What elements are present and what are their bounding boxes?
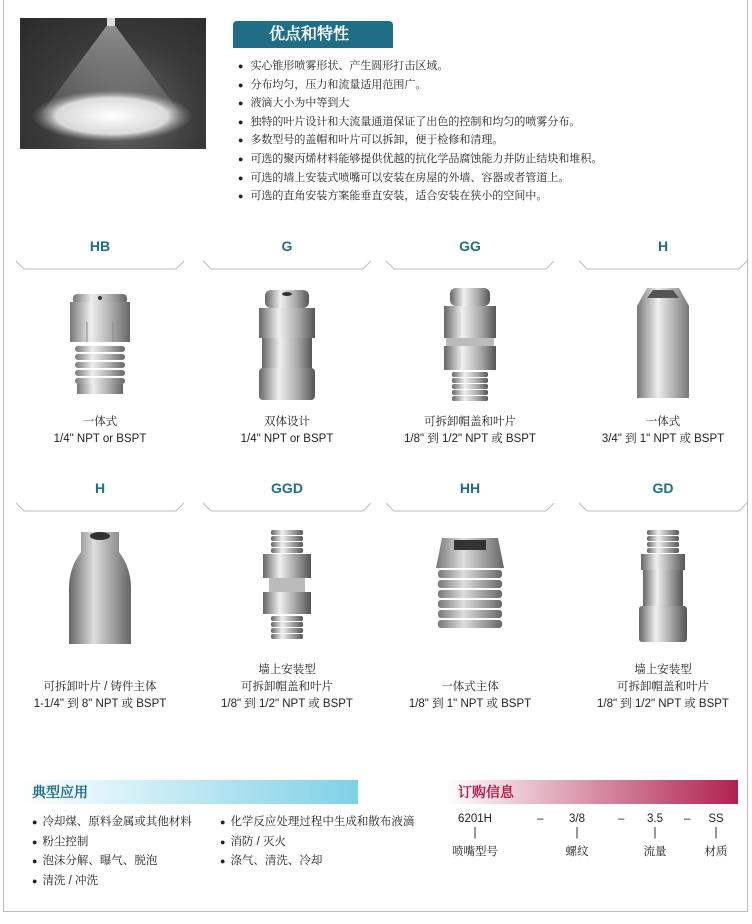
order-code-label: 流量 xyxy=(643,846,667,858)
product-description-line: 1/8" 到 1/2" NPT 或 BSPT xyxy=(597,698,729,710)
order-code-part xyxy=(542,813,612,859)
product-description-line: 可拆卸帽盖和叶片 xyxy=(424,416,516,428)
order-code-label: 螺纹 xyxy=(565,846,589,858)
product-description-line: 1/8" 到 1/2" NPT 或 BSPT xyxy=(404,433,536,445)
divider xyxy=(386,501,554,513)
nozzle-image xyxy=(378,286,562,406)
ordering-heading: 订购信息 xyxy=(446,780,738,804)
application-item: ● 消防 / 灭火 xyxy=(220,833,414,853)
application-item: ● 泡沫分解、曝气、脱泡 xyxy=(32,852,192,872)
feature-item: ● 液滴大小为中等到大 xyxy=(238,94,602,113)
product-name: H xyxy=(657,238,669,254)
product-description-line: 一体式 xyxy=(82,416,118,428)
product-card xyxy=(8,480,192,713)
product-description-line: 1-1/4" 到 8" NPT 或 BSPT xyxy=(33,698,167,710)
application-item: ● 清洗 / 冲洗 xyxy=(32,872,192,892)
order-code-separator: – xyxy=(618,813,625,825)
features-list xyxy=(238,57,602,206)
product-description xyxy=(195,414,379,448)
order-code-value: 6201H xyxy=(458,813,492,825)
order-code-value: SS xyxy=(708,813,724,825)
nozzle-image xyxy=(8,286,192,406)
product-description-line: 1/8" 到 1" NPT 或 BSPT xyxy=(408,698,532,710)
product-description-line: 1/8" 到 1/2" NPT 或 BSPT xyxy=(221,698,353,710)
application-item: ● 粉尘控制 xyxy=(32,833,192,853)
divider xyxy=(16,501,184,513)
product-card xyxy=(195,238,379,448)
product-name: GGD xyxy=(271,480,303,496)
product-name: HB xyxy=(89,238,111,254)
feature-item: ● 可选的直角安装方案能垂直安装，适合安装在狭小的空间中。 xyxy=(238,187,602,206)
order-code-part xyxy=(681,813,751,859)
product-card xyxy=(571,480,752,713)
product-description-line: 墙上安装型 xyxy=(634,664,692,676)
application-item: ● 涤气、清洗、冷却 xyxy=(220,852,414,872)
product-description xyxy=(8,679,192,713)
order-code-separator: – xyxy=(684,813,691,825)
feature-item: ● 可选的墙上安装式喷嘴可以安装在房屋的外墙、容器或者管道上。 xyxy=(238,169,602,188)
product-description-line: 3/4" 到 1" NPT 或 BSPT xyxy=(601,433,725,445)
order-code-label: 材质 xyxy=(704,846,728,858)
features-heading: 优点和特性 xyxy=(233,21,393,48)
divider xyxy=(386,259,554,271)
product-description-line: 可拆卸叶片 / 铸件主体 xyxy=(43,681,157,693)
applications-list-2 xyxy=(220,813,414,872)
nozzle-image xyxy=(571,528,752,648)
application-item: ● 化学反应处理过程中生成和散布液滴 xyxy=(220,813,414,833)
product-description-line: 1/4" NPT or BSPT xyxy=(240,433,334,445)
product-description xyxy=(571,414,752,448)
order-code-value: 3/8 xyxy=(569,813,585,825)
product-description-line: 双体设计 xyxy=(264,416,310,428)
product-name: GG xyxy=(459,238,481,254)
nozzle-image xyxy=(195,286,379,406)
divider xyxy=(203,501,371,513)
order-code-label: 喷嘴型号 xyxy=(452,846,498,858)
applications-list-1 xyxy=(32,813,192,891)
product-description xyxy=(195,662,379,713)
product-description-line: 可拆卸帽盖和叶片 xyxy=(241,681,333,693)
product-card xyxy=(378,480,562,713)
spray-pattern-photo xyxy=(20,18,206,149)
divider xyxy=(203,259,371,271)
product-description-line: 一体式主体 xyxy=(441,681,499,693)
order-code-part xyxy=(620,813,690,859)
nozzle-image xyxy=(571,286,752,406)
product-description-line: 1/4" NPT or BSPT xyxy=(53,433,147,445)
product-card xyxy=(571,238,752,448)
feature-item: ● 实心锥形喷雾形状、产生圆形打击区域。 xyxy=(238,57,602,76)
divider xyxy=(579,501,747,513)
product-name: G xyxy=(281,238,293,254)
nozzle-image xyxy=(8,528,192,648)
product-card xyxy=(378,238,562,448)
product-name: GD xyxy=(652,480,674,496)
order-code-tick: | xyxy=(473,827,477,839)
product-name: HH xyxy=(459,480,481,496)
feature-item: ● 分布均匀，压力和流量适用范围广。 xyxy=(238,76,602,95)
order-code-separator: – xyxy=(537,813,544,825)
order-code-tick: | xyxy=(575,827,579,839)
product-card xyxy=(195,480,379,713)
divider xyxy=(16,259,184,271)
nozzle-image xyxy=(195,528,379,648)
product-description-line: 墙上安装型 xyxy=(258,664,316,676)
applications-heading: 典型应用 xyxy=(20,780,358,804)
feature-item: ● 可选的聚丙烯材料能够提供优越的抗化学品腐蚀能力并防止结块和堆积。 xyxy=(238,150,602,169)
product-description xyxy=(378,679,562,713)
product-description-line: 可拆卸帽盖和叶片 xyxy=(617,681,709,693)
product-name: H xyxy=(94,480,106,496)
order-code-tick: | xyxy=(714,827,718,839)
feature-item: ● 多数型号的盖帽和叶片可以拆卸，便于检修和清理。 xyxy=(238,131,602,150)
product-description xyxy=(571,662,752,713)
product-description xyxy=(8,414,192,448)
order-code-tick: | xyxy=(653,827,657,839)
feature-item: ● 独特的叶片设计和大流量通道保证了出色的控制和均匀的喷雾分布。 xyxy=(238,113,602,132)
application-item: ● 冷却煤、原料金属或其他材料 xyxy=(32,813,192,833)
product-description xyxy=(378,414,562,448)
product-description-line: 一体式 xyxy=(645,416,681,428)
nozzle-image xyxy=(378,528,562,648)
divider xyxy=(579,259,747,271)
order-code-part xyxy=(440,813,510,859)
product-card xyxy=(8,238,192,448)
order-code-value: 3.5 xyxy=(647,813,663,825)
